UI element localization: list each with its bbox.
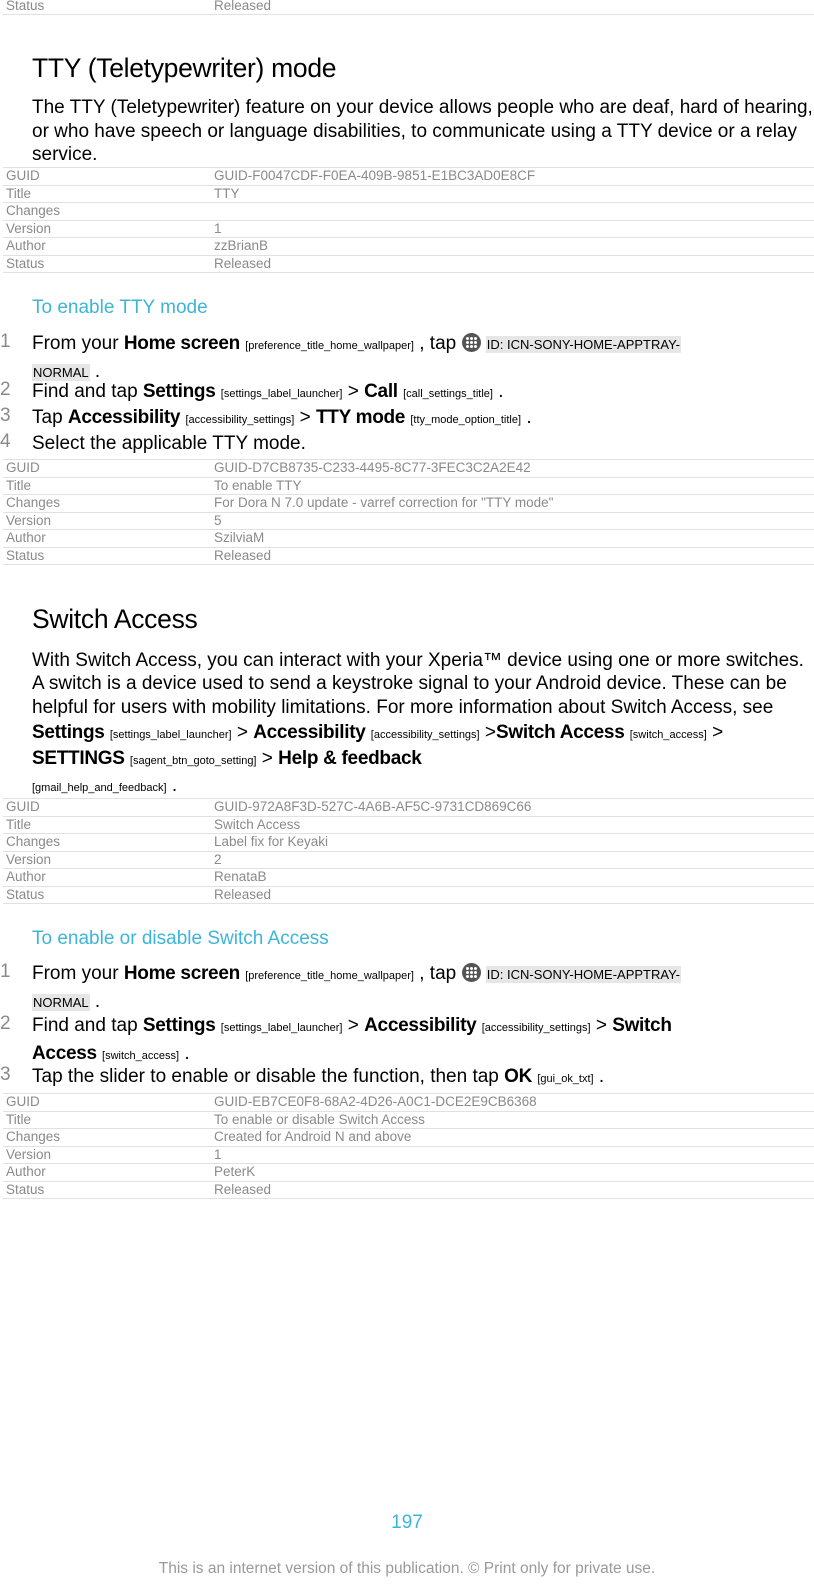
meta-key: GUID — [3, 1094, 211, 1112]
meta-key: GUID — [3, 168, 211, 186]
step-number: 1 — [0, 331, 11, 352]
footer-note: This is an internet version of this publication. © Print only for private use. — [158, 1560, 656, 1577]
ui-term: SETTINGS — [32, 748, 125, 770]
meta-value: Label fix for Keyaki — [211, 834, 814, 852]
meta-value: GUID-D7CB8735-C233-4495-8C77-3FEC3C2A2E42 — [211, 460, 814, 478]
subheading-enable-switch-access: To enable or disable Switch Access — [32, 928, 329, 949]
section-heading-switch-access: Switch Access — [32, 604, 198, 634]
icon-id-label-cont: NORMAL — [33, 365, 89, 380]
ui-term: Home screen — [123, 333, 240, 354]
string-ref: [preference_title_home_wallpaper] — [245, 970, 414, 982]
meta-key: Title — [3, 816, 211, 834]
ui-term: Settings — [142, 1015, 216, 1036]
meta-key: Version — [3, 1146, 211, 1164]
ui-term: Home screen — [123, 963, 240, 984]
meta-key: Changes — [3, 495, 211, 513]
meta-value: Switch Access — [211, 816, 814, 834]
meta-value: GUID-972A8F3D-527C-4A6B-AF5C-9731CD869C66 — [211, 799, 814, 817]
step-text: Find and tap Settings [settings_label_launcher] > Call [call_settings_title] . — [32, 381, 504, 402]
ui-term: Accessibility — [67, 407, 181, 428]
meta-value: For Dora N 7.0 update - varref correction for "TTY mode" — [211, 495, 814, 513]
metadata-table-switch-access — [3, 798, 814, 904]
metadata-table-enable-switch-access — [3, 1093, 814, 1199]
tty-paragraph: The TTY (Teletypewriter) feature on your device allows people who are deaf, hard of hearing, or who have speech or language disabilities, to communicate using a TTY device or a relay service. — [32, 97, 813, 165]
step-text: Select the applicable TTY mode. — [32, 433, 306, 454]
string-ref: [accessibility_settings] — [370, 728, 480, 741]
step-text: Tap Accessibility [accessibility_settings] > TTY mode [tty_mode_option_title] . — [32, 407, 532, 428]
meta-value: 5 — [211, 512, 814, 530]
meta-key: Status — [3, 255, 211, 273]
metadata-table-top — [3, 0, 814, 15]
string-ref: [call_settings_title] — [403, 388, 493, 400]
meta-key: Author — [3, 1164, 211, 1182]
ui-term: Accessibility — [364, 1015, 477, 1036]
string-ref: [settings_label_launcher] — [220, 1022, 343, 1034]
step-number: 1 — [0, 961, 11, 982]
meta-value: 2 — [211, 851, 814, 869]
meta-key: Status — [3, 1181, 211, 1199]
meta-value: Created for Android N and above — [211, 1129, 814, 1147]
ui-term: Call — [364, 381, 398, 402]
section-heading-tty: TTY (Teletypewriter) mode — [32, 53, 337, 83]
meta-key: Version — [3, 851, 211, 869]
meta-value: GUID-EB7CE0F8-68A2-4D26-A0C1-DCE2E9CB6368 — [211, 1094, 814, 1112]
string-ref: [switch_access] — [629, 728, 707, 741]
meta-key: Title — [3, 1111, 211, 1129]
ui-term: Switch — [612, 1015, 672, 1036]
meta-key: Author — [3, 238, 211, 256]
string-ref: [gui_ok_txt] — [537, 1073, 594, 1085]
string-ref: [sagent_btn_goto_setting] — [129, 755, 257, 768]
meta-value: TTY — [211, 185, 814, 203]
icon-id-label: ID: ICN-SONY-HOME-APPTRAY- — [486, 967, 680, 982]
meta-value: To enable or disable Switch Access — [211, 1111, 814, 1129]
meta-value: 1 — [211, 1146, 814, 1164]
string-ref: [accessibility_settings] — [481, 1022, 591, 1034]
ui-term: Settings — [32, 721, 105, 743]
ui-term: Help & feedback — [278, 748, 422, 770]
ui-term: Access — [32, 1043, 97, 1064]
step-text: From your Home screen [preference_title_home_wallpaper] , tap ID: ICN-SONY-HOME-APPTRAY- NORMAL . — [32, 333, 680, 382]
string-ref: [switch_access] — [102, 1050, 180, 1062]
ui-term: Switch Access — [496, 721, 625, 743]
meta-value: Released — [211, 255, 814, 273]
meta-value: GUID-F0047CDF-F0EA-409B-9851-E1BC3AD0E8CF — [211, 168, 814, 186]
meta-key: GUID — [3, 460, 211, 478]
step-text: From your Home screen [preference_title_home_wallpaper] , tap ID: ICN-SONY-HOME-APPTRAY- NORMAL . — [32, 963, 680, 1012]
meta-key: Changes — [3, 203, 211, 221]
meta-value: zzBrianB — [211, 238, 814, 256]
icon-id-label: ID: ICN-SONY-HOME-APPTRAY- — [486, 337, 680, 352]
meta-value — [211, 203, 814, 221]
meta-key: Title — [3, 477, 211, 495]
meta-key: Version — [3, 220, 211, 238]
step-text: Find and tap Settings [settings_label_launcher] > Accessibility [accessibility_settings] > Switch Access [switch_access] . — [32, 1015, 672, 1064]
switch-paragraph: With Switch Access, you can interact with your Xperia™ device using one or more switches. A switch is a device used to send a keystroke signal to your Android device. These can be helpful for users with mobility limitations. For more information about Switch Access, see Settings [settings_label_launcher] > Accessibility [accessibility_settings] >Switch Access [switch_access] > SETTINGS [sagent_btn_goto_setting] > Help & feedback [gmail_help_and_feedback] . — [32, 650, 804, 797]
string-ref: [tty_mode_option_title] — [410, 414, 522, 426]
meta-value: RenataB — [211, 869, 814, 887]
string-ref: [accessibility_settings] — [185, 414, 295, 426]
metadata-table-tty — [3, 167, 814, 273]
step-text: Tap the slider to enable or disable the function, then tap OK [gui_ok_txt] . — [32, 1066, 605, 1087]
meta-key: Version — [3, 512, 211, 530]
meta-key: Author — [3, 869, 211, 887]
meta-value: 1 — [211, 220, 814, 238]
app-tray-icon — [462, 963, 481, 982]
string-ref: [settings_label_launcher] — [220, 388, 343, 400]
meta-value: SzilviaM — [211, 530, 814, 548]
step-number: 2 — [0, 379, 11, 400]
meta-key: Status — [3, 886, 211, 904]
meta-value: PeterK — [211, 1164, 814, 1182]
subheading-enable-tty: To enable TTY mode — [32, 297, 208, 318]
meta-key: Author — [3, 530, 211, 548]
meta-key: GUID — [3, 799, 211, 817]
step-number: 2 — [0, 1013, 11, 1034]
string-ref: [settings_label_launcher] — [109, 728, 232, 741]
string-ref: [preference_title_home_wallpaper] — [245, 340, 414, 352]
ui-term: Accessibility — [253, 721, 366, 743]
page-number: 197 — [391, 1512, 423, 1533]
icon-id-label-cont: NORMAL — [33, 995, 89, 1010]
ui-term: Settings — [142, 381, 216, 402]
step-number: 3 — [0, 1064, 11, 1085]
meta-key: Changes — [3, 1129, 211, 1147]
string-ref: [gmail_help_and_feedback] — [32, 782, 167, 795]
meta-key: Changes — [3, 834, 211, 852]
meta-value: Released — [211, 547, 814, 565]
meta-key: Status — [3, 547, 211, 565]
ui-term: TTY mode — [315, 407, 406, 428]
meta-value: Released — [211, 0, 814, 15]
step-number: 3 — [0, 405, 11, 426]
meta-value: Released — [211, 886, 814, 904]
metadata-table-enable-tty — [3, 459, 814, 565]
app-tray-icon — [462, 333, 481, 352]
meta-value: Released — [211, 1181, 814, 1199]
step-number: 4 — [0, 431, 11, 452]
meta-key: Title — [3, 185, 211, 203]
ui-term: OK — [504, 1066, 533, 1087]
meta-value: To enable TTY — [211, 477, 814, 495]
meta-key: Status — [3, 0, 211, 15]
